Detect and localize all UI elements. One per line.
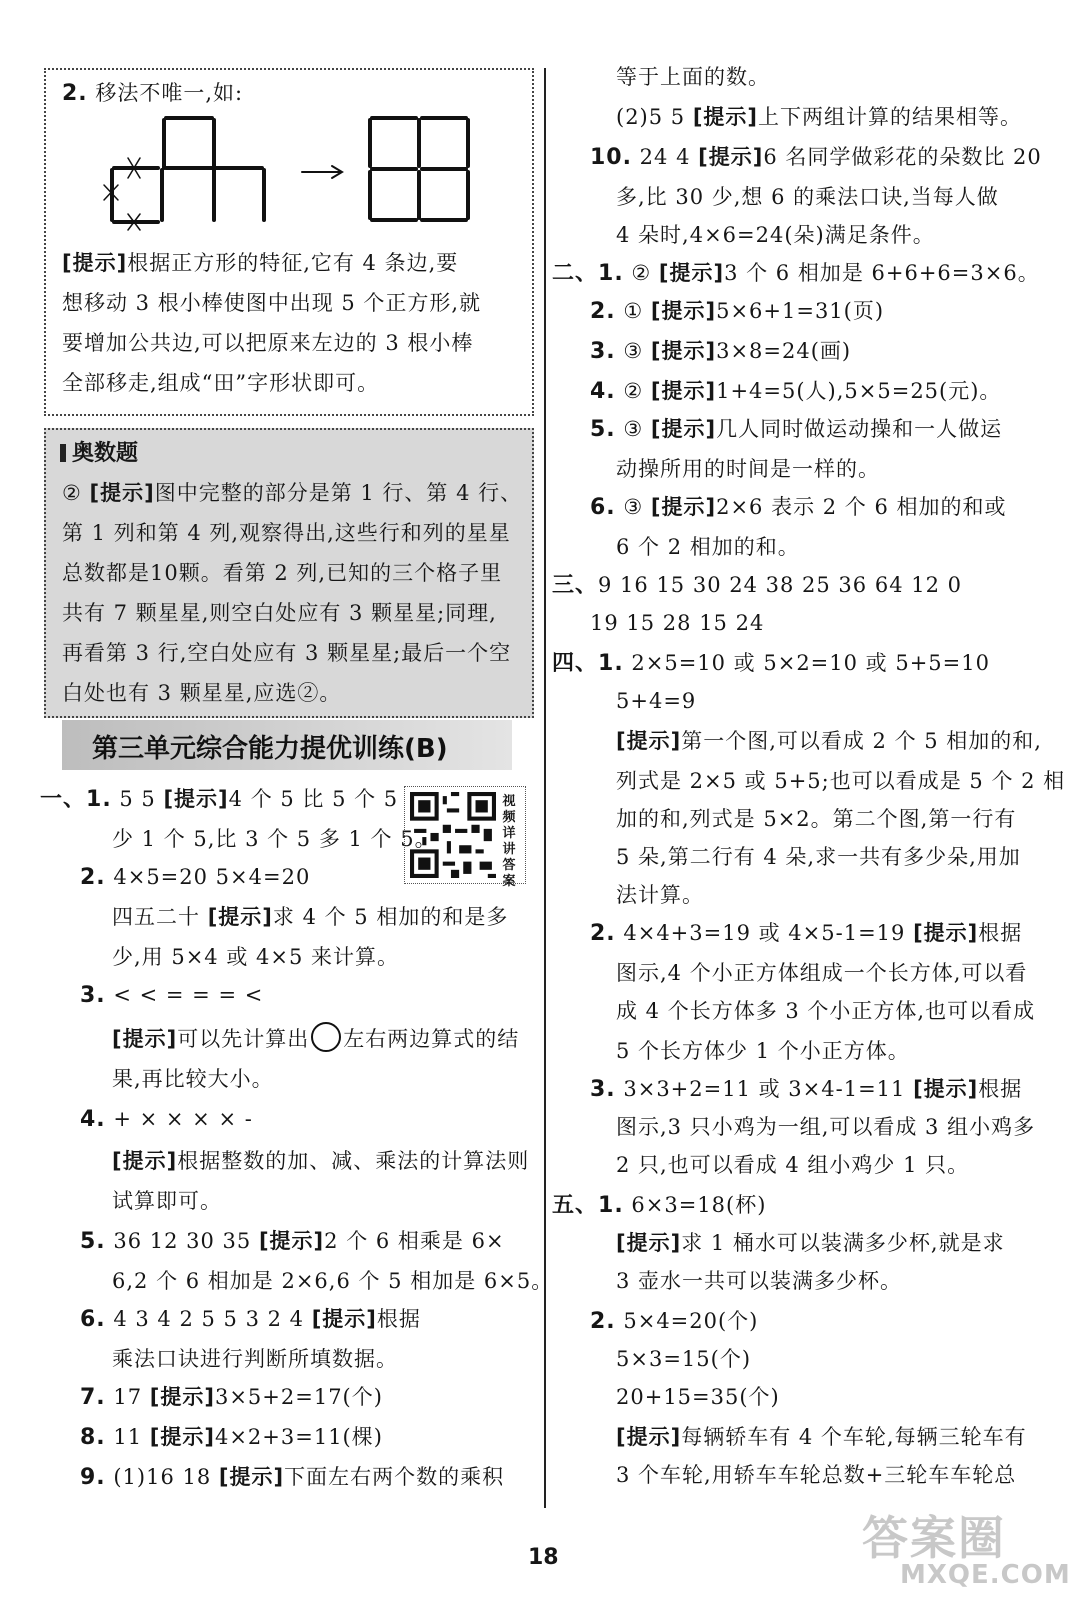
item-2-hint-1: [提示]根据正方形的特征,它有 4 条边,要 (62, 251, 459, 275)
answer-line: 成 4 个长方体多 3 个小正方体,也可以看成 (616, 999, 1036, 1023)
answer-line: 图示,4 个小正方体组成一个长方体,可以看 (616, 961, 1028, 985)
answer-line: 法计算。 (616, 883, 704, 907)
part-1-item-4: 4. + × × × × - (80, 1107, 253, 1132)
item-2-hint-4: 全部移走,组成“田”字形状即可。 (62, 371, 380, 395)
answer-line: 5+4=9 (616, 689, 697, 713)
answer-line: 3 个车轮,用轿车车轮总数+三轮车车轮总 (616, 1463, 1017, 1487)
part-4-item-3: 3. 3×3+2=11 或 3×4-1=11 [提示]根据 (590, 1077, 1023, 1102)
section-title: 第三单元综合能力提优训练(B) (92, 734, 448, 764)
answer-line: [提示]第一个图,可以看成 2 个 5 相加的和, (616, 729, 1042, 753)
item-2-hint-3: 要增加公共边,可以把原来左边的 3 根小棒 (62, 331, 474, 355)
answer-line: 列式是 2×5 或 5+5;也可以看成是 5 个 2 相 (616, 769, 1066, 793)
answer-line: 多,比 30 少,想 6 的乘法口诀,当每人做 (616, 185, 999, 209)
part-1-item-10: 10. 24 4 [提示]6 名同学做彩花的朵数比 20 (590, 145, 1042, 170)
circle-icon (311, 1022, 341, 1052)
part-1-item-8: 8. 11 [提示]4×2+3=11(棵) (80, 1425, 383, 1450)
item-2-line: 2. 移法不唯一,如: (62, 81, 244, 106)
answer-line: 20+15=35(个) (616, 1385, 780, 1409)
part-1-item-1: 一、1. 5 5 [提示]4 个 5 比 5 个 5 (40, 787, 399, 812)
answer-line: 6,2 个 6 相加是 2×6,6 个 5 相加是 6×5。 (112, 1269, 554, 1293)
answer-line: 3 壶水一共可以装满多少杯。 (616, 1269, 903, 1293)
olympiad-line: 再看第 3 行,空白处应有 3 颗星星;最后一个空 (62, 641, 512, 665)
matchstick-figure (100, 110, 500, 240)
answer-line: 2 只,也可以看成 4 组小鸡少 1 只。 (616, 1153, 970, 1177)
part-2-item-1: 二、1. ② [提示]3 个 6 相加是 6+6+6=3×6。 (552, 261, 1040, 286)
part-2-item-3: 3. ③ [提示]3×8=24(画) (590, 339, 852, 364)
answer-line: 5 个长方体少 1 个小正方体。 (616, 1039, 910, 1063)
answer-line: 四五二十 [提示]求 4 个 5 相加的和是多 (112, 905, 509, 929)
watermark-url: MXQE.COM (900, 1560, 1071, 1590)
answer-line: [提示]求 1 桶水可以装满多少杯,就是求 (616, 1231, 1005, 1255)
answer-line: 4 朵时,4×6=24(朵)满足条件。 (616, 223, 935, 247)
answer-line: 图示,3 只小鸡为一组,可以看成 3 组小鸡多 (616, 1115, 1036, 1139)
answer-line: 等于上面的数。 (616, 65, 770, 89)
answer-line: 加的和,列式是 5×2。第二个图,第一行有 (616, 807, 1017, 831)
part-5-item-1: 五、1. 6×3=18(杯) (552, 1193, 767, 1218)
answer-line: 试算即可。 (112, 1189, 222, 1213)
answer-line: [提示]根据整数的加、减、乘法的计算法则 (112, 1149, 530, 1173)
part-1-item-5: 5. 36 12 30 35 [提示]2 个 6 相乘是 6× (80, 1229, 505, 1254)
part-2-item-2: 2. ① [提示]5×6+1=31(页) (590, 299, 885, 324)
answer-line: 动操所用的时间是一样的。 (616, 457, 880, 481)
part-1-item-2: 2. 4×5=20 5×4=20 (80, 865, 311, 890)
page-number: 18 (528, 1545, 559, 1570)
olympiad-line: 第 1 列和第 4 列,观察得出,这些行和列的星星 (62, 521, 511, 545)
answer-line: (2)5 5 [提示]上下两组计算的结果相等。 (616, 105, 1023, 129)
answer-line: 5×3=15(个) (616, 1347, 752, 1371)
answer-line: 6 个 2 相加的和。 (616, 535, 800, 559)
part-5-item-2: 2. 5×4=20(个) (590, 1309, 759, 1334)
answer-line: 5 朵,第二行有 4 朵,求一共有多少朵,用加 (616, 845, 1021, 869)
olympiad-line: 总数都是10颗。看第 2 列,已知的三个格子里 (62, 561, 503, 585)
part-1-item-9: 9. (1)16 18 [提示]下面左右两个数的乘积 (80, 1465, 505, 1490)
answer-line: 19 15 28 15 24 (590, 611, 765, 635)
olympiad-line: 白处也有 3 颗星星,应选②。 (62, 681, 342, 705)
part-1-item-3: 3. < < = = = < (80, 983, 264, 1008)
olympiad-line: ② [提示]图中完整的部分是第 1 行、第 4 行、 (62, 481, 523, 505)
part-1-item-7: 7. 17 [提示]3×5+2=17(个) (80, 1385, 383, 1410)
part-2-item-5: 5. ③ [提示]几人同时做运动操和一人做运 (590, 417, 1003, 442)
part-4-item-1: 四、1. 2×5=10 或 5×2=10 或 5+5=10 (552, 651, 990, 676)
answer-line: 少 1 个 5,比 3 个 5 多 1 个 5。 (112, 827, 437, 851)
part-2-item-6: 6. ③ [提示]2×6 表示 2 个 6 相加的和或 (590, 495, 1007, 520)
olympiad-line: 共有 7 颗星星,则空白处应有 3 颗星星;同理, (62, 601, 497, 625)
answer-line: [提示]每辆轿车有 4 个车轮,每辆三轮车有 (616, 1425, 1027, 1449)
part-2-item-4: 4. ② [提示]1+4=5(人),5×5=25(元)。 (590, 379, 1002, 404)
answer-line: 乘法口诀进行判断所填数据。 (112, 1347, 398, 1371)
answer-line: 果,再比较大小。 (112, 1067, 274, 1091)
part-1-item-6: 6. 4 3 4 2 5 5 3 2 4 [提示]根据 (80, 1307, 421, 1332)
watermark-logo: 答案圈 (862, 1511, 1006, 1565)
olympiad-title: 奥数题 (60, 436, 138, 467)
item-number: 2. (62, 81, 88, 106)
answer-line: [提示]可以先计算出 左右两边算式的结 (112, 1022, 519, 1054)
part-3: 三、9 16 15 30 24 38 25 36 64 12 0 (552, 573, 962, 598)
item-2-hint-2: 想移动 3 根小棒使图中出现 5 个正方形,就 (62, 291, 482, 315)
part-4-item-2: 2. 4×4+3=19 或 4×5-1=19 [提示]根据 (590, 921, 1023, 946)
qr-label: 视频详讲答案 (502, 794, 516, 889)
answer-line: 少,用 5×4 或 4×5 来计算。 (112, 945, 400, 969)
